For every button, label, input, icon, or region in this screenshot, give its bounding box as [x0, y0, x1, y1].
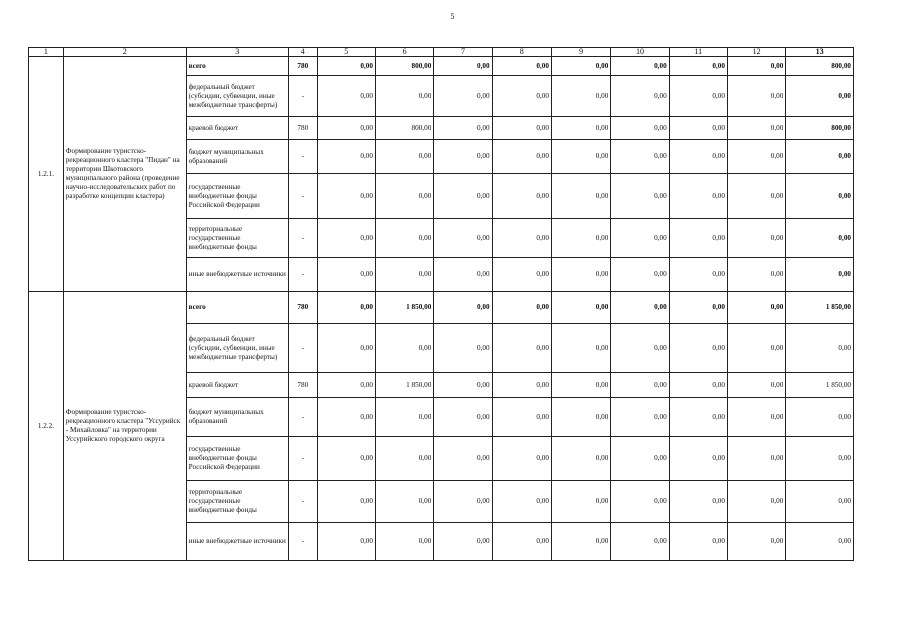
funding-source: государственные внебюджетные фонды Российской Федерации: [186, 174, 288, 219]
funding-source: федеральный бюджет (субсидии, субвенции, иные межбюджетные трансферты): [186, 76, 288, 117]
amount-cell: 0,00: [611, 258, 669, 292]
budget-code: -: [288, 523, 317, 561]
funding-table: [28, 47, 854, 561]
table-row: [29, 292, 854, 324]
amount-cell: 0,00: [611, 76, 669, 117]
amount-cell: 0,00: [611, 398, 669, 437]
amount-cell: 0,00: [551, 57, 610, 76]
funding-source: краевой бюджет: [186, 373, 288, 398]
amount-cell: 0,00: [375, 324, 433, 373]
funding-source: государственные внебюджетные фонды Российской Федерации: [186, 437, 288, 481]
amount-cell: 0,00: [492, 174, 551, 219]
amount-cell: 0,00: [434, 437, 492, 481]
amount-cell: 0,00: [317, 219, 375, 258]
amount-cell: 0,00: [492, 258, 551, 292]
amount-cell: 0,00: [551, 140, 610, 174]
amount-cell: 0,00: [375, 219, 433, 258]
page-number: 5: [450, 12, 455, 21]
total-value-cell: 0,00: [786, 140, 854, 174]
amount-cell: 0,00: [669, 292, 727, 324]
measure-index: 1.2.2.: [29, 292, 64, 561]
amount-cell: 0,00: [434, 57, 492, 76]
amount-cell: 0,00: [727, 373, 785, 398]
budget-code: 780: [288, 292, 317, 324]
total-value-cell: 0,00: [786, 398, 854, 437]
amount-cell: 0,00: [551, 437, 610, 481]
amount-cell: 0,00: [317, 398, 375, 437]
amount-cell: 0,00: [317, 373, 375, 398]
amount-cell: 0,00: [669, 219, 727, 258]
amount-cell: 0,00: [727, 437, 785, 481]
amount-cell: 0,00: [492, 117, 551, 140]
header-col-10: 10: [611, 48, 669, 57]
budget-code: 780: [288, 57, 317, 76]
amount-cell: 0,00: [551, 292, 610, 324]
header-col-7: 7: [434, 48, 492, 57]
header-col-5: 5: [317, 48, 375, 57]
amount-cell: 0,00: [611, 140, 669, 174]
amount-cell: 0,00: [434, 523, 492, 561]
amount-cell: 0,00: [727, 140, 785, 174]
amount-cell: 0,00: [492, 324, 551, 373]
amount-cell: 0,00: [669, 76, 727, 117]
amount-cell: 0,00: [669, 140, 727, 174]
amount-cell: 0,00: [669, 117, 727, 140]
amount-cell: 0,00: [434, 258, 492, 292]
table-row: [29, 57, 854, 76]
amount-cell: 0,00: [727, 292, 785, 324]
amount-cell: 0,00: [492, 523, 551, 561]
budget-code: -: [288, 258, 317, 292]
amount-cell: 0,00: [434, 76, 492, 117]
amount-cell: 0,00: [551, 373, 610, 398]
header-col-1: 1: [29, 48, 64, 57]
funding-source: территориальные государственные внебюджетные фонды: [186, 481, 288, 523]
amount-cell: 0,00: [669, 324, 727, 373]
amount-cell: 0,00: [317, 324, 375, 373]
budget-code: -: [288, 219, 317, 258]
amount-cell: 0,00: [434, 324, 492, 373]
amount-cell: 0,00: [669, 57, 727, 76]
header-col-9: 9: [551, 48, 610, 57]
amount-cell: 0,00: [317, 437, 375, 481]
total-value-cell: 0,00: [786, 324, 854, 373]
budget-code: -: [288, 76, 317, 117]
total-value-cell: 0,00: [786, 174, 854, 219]
amount-cell: 0,00: [317, 117, 375, 140]
amount-cell: 0,00: [317, 174, 375, 219]
amount-cell: 0,00: [375, 140, 433, 174]
amount-cell: 0,00: [727, 174, 785, 219]
amount-cell: 0,00: [375, 481, 433, 523]
amount-cell: 0,00: [317, 481, 375, 523]
amount-cell: 0,00: [492, 481, 551, 523]
budget-code: -: [288, 140, 317, 174]
total-value-cell: 0,00: [786, 437, 854, 481]
amount-cell: 800,00: [375, 117, 433, 140]
amount-cell: 0,00: [375, 523, 433, 561]
amount-cell: 0,00: [727, 117, 785, 140]
amount-cell: 0,00: [611, 57, 669, 76]
amount-cell: 0,00: [492, 76, 551, 117]
amount-cell: 0,00: [551, 219, 610, 258]
amount-cell: 0,00: [611, 373, 669, 398]
amount-cell: 0,00: [551, 258, 610, 292]
amount-cell: 0,00: [669, 481, 727, 523]
amount-cell: 0,00: [669, 174, 727, 219]
amount-cell: 0,00: [375, 437, 433, 481]
header-col-6: 6: [375, 48, 433, 57]
measure-index: 1.2.1.: [29, 57, 64, 292]
funding-source: федеральный бюджет (субсидии, субвенции, иные межбюджетные трансферты): [186, 324, 288, 373]
header-col-3: 3: [186, 48, 288, 57]
funding-source: иные внебюджетные источники: [186, 523, 288, 561]
amount-cell: 0,00: [434, 174, 492, 219]
amount-cell: 0,00: [551, 398, 610, 437]
amount-cell: 0,00: [611, 437, 669, 481]
amount-cell: 0,00: [492, 57, 551, 76]
amount-cell: 0,00: [727, 258, 785, 292]
amount-cell: 0,00: [434, 140, 492, 174]
header-col-12: 12: [727, 48, 785, 57]
amount-cell: 0,00: [551, 324, 610, 373]
funding-source: бюджет муниципальных образований: [186, 398, 288, 437]
total-value-cell: 1 850,00: [786, 373, 854, 398]
amount-cell: 0,00: [669, 373, 727, 398]
amount-cell: 0,00: [611, 174, 669, 219]
amount-cell: 0,00: [669, 398, 727, 437]
amount-cell: 0,00: [611, 481, 669, 523]
total-value-cell: 800,00: [786, 57, 854, 76]
total-value-cell: 1 850,00: [786, 292, 854, 324]
amount-cell: 0,00: [611, 324, 669, 373]
amount-cell: 0,00: [434, 219, 492, 258]
measure-name: Формирование туристско-рекреационного кластера "Уссурийск - Михайловка" на территории Уссурийского городского округа: [63, 292, 186, 561]
amount-cell: 0,00: [317, 76, 375, 117]
header-col-2: 2: [63, 48, 186, 57]
amount-cell: 0,00: [434, 292, 492, 324]
amount-cell: 0,00: [727, 398, 785, 437]
amount-cell: 0,00: [551, 76, 610, 117]
header-col-11: 11: [669, 48, 727, 57]
header-col-13: 13: [786, 48, 854, 57]
total-value-cell: 0,00: [786, 76, 854, 117]
amount-cell: 0,00: [727, 57, 785, 76]
amount-cell: 0,00: [727, 219, 785, 258]
amount-cell: 0,00: [492, 398, 551, 437]
amount-cell: 0,00: [375, 398, 433, 437]
budget-code: 780: [288, 117, 317, 140]
total-value-cell: 800,00: [786, 117, 854, 140]
amount-cell: 0,00: [611, 117, 669, 140]
amount-cell: 0,00: [551, 481, 610, 523]
amount-cell: 0,00: [317, 292, 375, 324]
amount-cell: 0,00: [492, 373, 551, 398]
budget-code: 780: [288, 373, 317, 398]
amount-cell: 1 850,00: [375, 292, 433, 324]
amount-cell: 0,00: [434, 373, 492, 398]
amount-cell: 0,00: [727, 324, 785, 373]
header-row: [29, 48, 854, 57]
amount-cell: 0,00: [375, 76, 433, 117]
budget-code: -: [288, 324, 317, 373]
total-value-cell: 0,00: [786, 523, 854, 561]
funding-source: бюджет муниципальных образований: [186, 140, 288, 174]
amount-cell: 0,00: [669, 523, 727, 561]
header-col-4: 4: [288, 48, 317, 57]
amount-cell: 0,00: [551, 174, 610, 219]
funding-source: иные внебюджетные источники: [186, 258, 288, 292]
amount-cell: 0,00: [669, 437, 727, 481]
amount-cell: 0,00: [434, 398, 492, 437]
amount-cell: 0,00: [727, 481, 785, 523]
funding-source: территориальные государственные внебюджетные фонды: [186, 219, 288, 258]
total-value-cell: 0,00: [786, 219, 854, 258]
amount-cell: 0,00: [611, 523, 669, 561]
amount-cell: 0,00: [611, 292, 669, 324]
amount-cell: 0,00: [434, 481, 492, 523]
amount-cell: 0,00: [551, 523, 610, 561]
amount-cell: 0,00: [492, 219, 551, 258]
amount-cell: 0,00: [492, 140, 551, 174]
amount-cell: 0,00: [727, 76, 785, 117]
header-col-8: 8: [492, 48, 551, 57]
budget-code: -: [288, 481, 317, 523]
amount-cell: 0,00: [434, 117, 492, 140]
amount-cell: 0,00: [611, 219, 669, 258]
budget-code: -: [288, 437, 317, 481]
budget-code: -: [288, 398, 317, 437]
amount-cell: 1 850,00: [375, 373, 433, 398]
amount-cell: 800,00: [375, 57, 433, 76]
amount-cell: 0,00: [375, 174, 433, 219]
measure-name: Формирование туристско-рекреационного кластера "Пидан" на территории Шкотовского муниципального района (проведение научно-исследовательских работ по разработке концепции кластера): [63, 57, 186, 292]
amount-cell: 0,00: [551, 117, 610, 140]
funding-source: всего: [186, 292, 288, 324]
amount-cell: 0,00: [375, 258, 433, 292]
amount-cell: 0,00: [317, 57, 375, 76]
total-value-cell: 0,00: [786, 258, 854, 292]
budget-code: -: [288, 174, 317, 219]
funding-source: всего: [186, 57, 288, 76]
amount-cell: 0,00: [492, 292, 551, 324]
amount-cell: 0,00: [317, 140, 375, 174]
amount-cell: 0,00: [669, 258, 727, 292]
amount-cell: 0,00: [727, 523, 785, 561]
total-value-cell: 0,00: [786, 481, 854, 523]
amount-cell: 0,00: [317, 258, 375, 292]
funding-source: краевой бюджет: [186, 117, 288, 140]
amount-cell: 0,00: [492, 437, 551, 481]
amount-cell: 0,00: [317, 523, 375, 561]
